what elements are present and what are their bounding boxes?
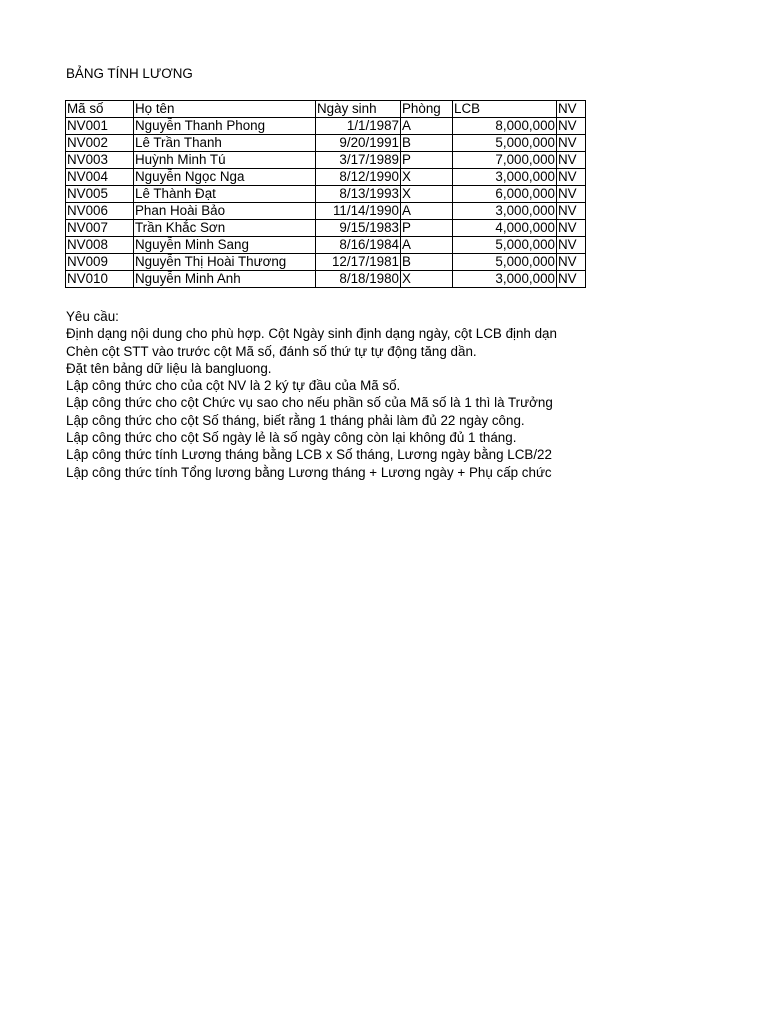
cell-ngay-sinh[interactable]: 11/14/1990 xyxy=(316,203,401,220)
cell-phong[interactable]: A xyxy=(401,237,453,254)
cell-ho-ten[interactable]: Trần Khắc Sơn xyxy=(134,220,316,237)
requirements-section xyxy=(66,308,585,481)
requirement-item: Đặt tên bảng dữ liệu là bangluong. xyxy=(66,360,272,376)
cell-ngay-sinh[interactable]: 9/20/1991 xyxy=(316,135,401,152)
cell-nv[interactable]: NV xyxy=(557,169,586,186)
cell-phong[interactable]: X xyxy=(401,186,453,203)
cell-nv[interactable]: NV xyxy=(557,203,586,220)
cell-ho-ten[interactable]: Nguyễn Minh Anh xyxy=(134,271,316,288)
table-header-row xyxy=(66,101,586,118)
cell-ho-ten[interactable]: Lê Thành Đạt xyxy=(134,186,316,203)
cell-ngay-sinh[interactable]: 1/1/1987 xyxy=(316,118,401,135)
cell-phong[interactable]: P xyxy=(401,220,453,237)
cell-ho-ten[interactable]: Nguyễn Minh Sang xyxy=(134,237,316,254)
table-row xyxy=(66,237,586,254)
cell-nv[interactable]: NV xyxy=(557,254,586,271)
cell-nv[interactable]: NV xyxy=(557,237,586,254)
cell-lcb[interactable]: 5,000,000 xyxy=(453,254,557,271)
cell-ma-so[interactable]: NV001 xyxy=(66,118,134,135)
cell-lcb[interactable]: 5,000,000 xyxy=(453,237,557,254)
header-ho-ten[interactable]: Họ tên xyxy=(134,101,316,118)
cell-ho-ten[interactable]: Nguyễn Ngọc Nga xyxy=(134,169,316,186)
table-row xyxy=(66,186,586,203)
cell-phong[interactable]: P xyxy=(401,152,453,169)
cell-nv[interactable]: NV xyxy=(557,271,586,288)
cell-lcb[interactable]: 4,000,000 xyxy=(453,220,557,237)
cell-lcb[interactable]: 5,000,000 xyxy=(453,135,557,152)
cell-ho-ten[interactable]: Lê Trần Thanh xyxy=(134,135,316,152)
cell-phong[interactable]: X xyxy=(401,271,453,288)
cell-lcb[interactable]: 7,000,000 xyxy=(453,152,557,169)
salary-table xyxy=(65,100,586,288)
cell-ho-ten[interactable]: Nguyễn Thị Hoài Thương xyxy=(134,254,316,271)
cell-ma-so[interactable]: NV008 xyxy=(66,237,134,254)
cell-ma-so[interactable]: NV007 xyxy=(66,220,134,237)
cell-ho-ten[interactable]: Phan Hoài Bảo xyxy=(134,203,316,220)
cell-ngay-sinh[interactable]: 12/17/1981 xyxy=(316,254,401,271)
cell-ho-ten[interactable]: Nguyễn Thanh Phong xyxy=(134,118,316,135)
requirement-item: Lập công thức cho cột Chức vụ sao cho nếu phần số của Mã số là 1 thì là Trưởng xyxy=(66,395,553,411)
requirement-item: Định dạng nội dung cho phù hợp. Cột Ngày sinh định dạng ngày, cột LCB định dạn xyxy=(66,326,557,342)
table-row xyxy=(66,118,586,135)
cell-ngay-sinh[interactable]: 9/15/1983 xyxy=(316,220,401,237)
cell-lcb[interactable]: 8,000,000 xyxy=(453,118,557,135)
cell-lcb[interactable]: 3,000,000 xyxy=(453,169,557,186)
cell-ma-so[interactable]: NV005 xyxy=(66,186,134,203)
requirement-item: Lập công thức cho của cột NV là 2 ký tự đầu của Mã số. xyxy=(66,378,401,394)
cell-ngay-sinh[interactable]: 8/12/1990 xyxy=(316,169,401,186)
table-row xyxy=(66,220,586,237)
cell-ma-so[interactable]: NV002 xyxy=(66,135,134,152)
header-ngay-sinh[interactable]: Ngày sinh xyxy=(316,101,401,118)
table-row xyxy=(66,169,586,186)
requirement-item: Chèn cột STT vào trước cột Mã số, đánh số thứ tự tự động tăng dần. xyxy=(66,343,477,359)
cell-ngay-sinh[interactable]: 8/16/1984 xyxy=(316,237,401,254)
cell-ma-so[interactable]: NV003 xyxy=(66,152,134,169)
table-row xyxy=(66,135,586,152)
requirement-item: Lập công thức tính Tổng lương bằng Lương tháng + Lương ngày + Phụ cấp chức xyxy=(66,464,552,480)
cell-ngay-sinh[interactable]: 3/17/1989 xyxy=(316,152,401,169)
cell-nv[interactable]: NV xyxy=(557,152,586,169)
cell-phong[interactable]: X xyxy=(401,169,453,186)
requirements-heading: Yêu cầu: xyxy=(66,309,119,324)
cell-ngay-sinh[interactable]: 8/18/1980 xyxy=(316,271,401,288)
cell-ngay-sinh[interactable]: 8/13/1993 xyxy=(316,186,401,203)
cell-ho-ten[interactable]: Huỳnh Minh Tú xyxy=(134,152,316,169)
cell-phong[interactable]: A xyxy=(401,203,453,220)
cell-phong[interactable]: A xyxy=(401,118,453,135)
cell-ma-so[interactable]: NV006 xyxy=(66,203,134,220)
cell-ma-so[interactable]: NV010 xyxy=(66,271,134,288)
header-lcb[interactable]: LCB xyxy=(453,101,557,118)
cell-ma-so[interactable]: NV004 xyxy=(66,169,134,186)
cell-nv[interactable]: NV xyxy=(557,135,586,152)
header-ma-so[interactable]: Mã số xyxy=(66,101,134,118)
requirement-item: Lập công thức cho cột Số tháng, biết rằng 1 tháng phải làm đủ 22 ngày công. xyxy=(66,412,525,428)
requirements-list xyxy=(66,325,585,481)
sheet-title: BẢNG TÍNH LƯƠNG xyxy=(66,66,193,81)
cell-nv[interactable]: NV xyxy=(557,220,586,237)
table-row xyxy=(66,152,586,169)
requirement-item: Lập công thức cho cột Số ngày lẻ là số ngày công còn lại không đủ 1 tháng. xyxy=(66,430,517,446)
header-nv[interactable]: NV xyxy=(557,101,586,118)
cell-nv[interactable]: NV xyxy=(557,186,586,203)
cell-phong[interactable]: B xyxy=(401,254,453,271)
table-row xyxy=(66,271,586,288)
header-phong[interactable]: Phòng xyxy=(401,101,453,118)
cell-ma-so[interactable]: NV009 xyxy=(66,254,134,271)
cell-nv[interactable]: NV xyxy=(557,118,586,135)
cell-phong[interactable]: B xyxy=(401,135,453,152)
table-row xyxy=(66,203,586,220)
cell-lcb[interactable]: 3,000,000 xyxy=(453,203,557,220)
cell-lcb[interactable]: 3,000,000 xyxy=(453,271,557,288)
table-row xyxy=(66,254,586,271)
cell-lcb[interactable]: 6,000,000 xyxy=(453,186,557,203)
requirement-item: Lập công thức tính Lương tháng bằng LCB x Số tháng, Lương ngày bằng LCB/22 xyxy=(66,447,552,463)
